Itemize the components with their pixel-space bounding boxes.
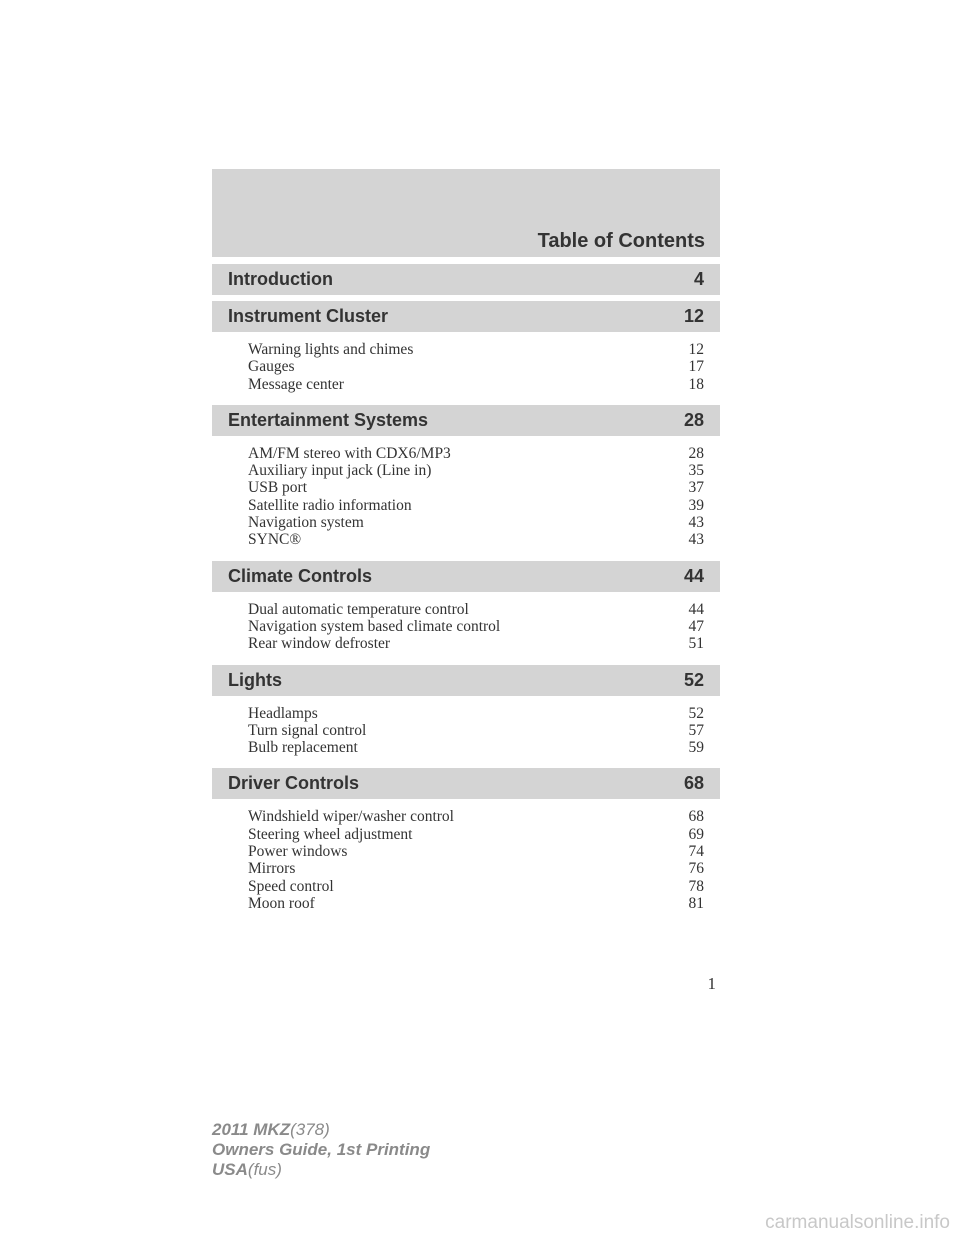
entry-label: Steering wheel adjustment bbox=[248, 825, 413, 843]
toc-entry[interactable] bbox=[248, 376, 704, 393]
entry-label: Moon roof bbox=[248, 894, 315, 912]
page-title: Table of Contents bbox=[537, 230, 705, 252]
entry-label: Rear window defroster bbox=[248, 635, 391, 653]
entry-page: 68 bbox=[688, 808, 704, 826]
entry-label: Dual automatic temperature control bbox=[248, 600, 469, 618]
section-page: 68 bbox=[683, 773, 704, 794]
entry-label: Turn signal control bbox=[248, 721, 367, 739]
entry-label: Message center bbox=[248, 375, 344, 393]
entry-page: 43 bbox=[688, 514, 704, 532]
toc-entry[interactable] bbox=[248, 843, 704, 860]
toc-entry[interactable] bbox=[248, 341, 704, 358]
section-page: 4 bbox=[693, 269, 704, 289]
entry-label: Satellite radio information bbox=[248, 496, 412, 514]
toc-section bbox=[212, 264, 720, 295]
footer-region: USA bbox=[212, 1160, 248, 1179]
footer-model-code: (378) bbox=[290, 1120, 330, 1139]
toc-entry[interactable] bbox=[248, 601, 704, 618]
print-footer bbox=[212, 1120, 430, 1180]
toc-entry[interactable] bbox=[248, 479, 704, 496]
table-of-contents bbox=[212, 264, 720, 924]
entry-page: 35 bbox=[688, 462, 704, 480]
entry-page: 28 bbox=[688, 444, 704, 462]
section-page: 44 bbox=[683, 565, 704, 586]
entry-page: 37 bbox=[688, 479, 704, 497]
toc-section bbox=[212, 561, 720, 659]
entry-page: 59 bbox=[688, 739, 704, 757]
entry-list bbox=[212, 592, 720, 659]
entry-page: 18 bbox=[688, 375, 704, 393]
toc-entry[interactable] bbox=[248, 358, 704, 375]
entry-list bbox=[212, 696, 720, 763]
toc-entry[interactable] bbox=[248, 895, 704, 912]
section-header[interactable] bbox=[212, 405, 720, 436]
toc-entry[interactable] bbox=[248, 826, 704, 843]
section-page: 52 bbox=[683, 669, 704, 690]
entry-list bbox=[212, 332, 720, 399]
toc-section bbox=[212, 665, 720, 763]
header-banner bbox=[212, 169, 720, 257]
entry-page: 69 bbox=[688, 825, 704, 843]
entry-page: 76 bbox=[688, 860, 704, 878]
section-page: 28 bbox=[683, 409, 704, 430]
entry-page: 81 bbox=[688, 894, 704, 912]
entry-page: 51 bbox=[688, 635, 704, 653]
entry-label: Speed control bbox=[248, 877, 334, 895]
toc-entry[interactable] bbox=[248, 514, 704, 531]
entry-page: 78 bbox=[688, 877, 704, 895]
footer-region-code: (fus) bbox=[247, 1160, 282, 1179]
page-number: 1 bbox=[707, 974, 716, 993]
section-page: 12 bbox=[683, 306, 704, 326]
toc-entry[interactable] bbox=[248, 462, 704, 479]
section-header[interactable] bbox=[212, 665, 720, 696]
section-title: Entertainment Systems bbox=[228, 409, 429, 430]
toc-entry[interactable] bbox=[248, 445, 704, 462]
toc-entry[interactable] bbox=[248, 808, 704, 825]
entry-page: 52 bbox=[688, 704, 704, 722]
footer-guide: Owners Guide, 1st Printing bbox=[212, 1140, 431, 1159]
entry-label: AM/FM stereo with CDX6/MP3 bbox=[248, 444, 451, 462]
entry-page: 39 bbox=[688, 496, 704, 514]
section-title: Lights bbox=[228, 669, 282, 690]
entry-page: 74 bbox=[688, 843, 704, 861]
toc-entry[interactable] bbox=[248, 497, 704, 514]
section-header[interactable] bbox=[212, 561, 720, 592]
watermark: carmanualsonline.info bbox=[765, 1212, 950, 1233]
entry-label: Power windows bbox=[248, 843, 348, 861]
entry-label: Gauges bbox=[248, 358, 295, 376]
entry-label: Bulb replacement bbox=[248, 739, 358, 757]
toc-section bbox=[212, 301, 720, 399]
entry-label: Headlamps bbox=[248, 704, 318, 722]
toc-entry[interactable] bbox=[248, 722, 704, 739]
footer-model: 2011 MKZ bbox=[212, 1120, 291, 1139]
entry-label: Auxiliary input jack (Line in) bbox=[248, 462, 432, 480]
toc-entry[interactable] bbox=[248, 618, 704, 635]
section-header[interactable] bbox=[212, 264, 720, 295]
section-header[interactable] bbox=[212, 301, 720, 332]
entry-label: Navigation system bbox=[248, 514, 364, 532]
entry-label: USB port bbox=[248, 479, 307, 497]
entry-label: Mirrors bbox=[248, 860, 296, 878]
toc-entry[interactable] bbox=[248, 705, 704, 722]
toc-section bbox=[212, 405, 720, 555]
entry-label: SYNC® bbox=[248, 531, 302, 549]
toc-entry[interactable] bbox=[248, 739, 704, 756]
section-title: Driver Controls bbox=[228, 773, 360, 794]
entry-page: 43 bbox=[688, 531, 704, 549]
entry-label: Navigation system based climate control bbox=[248, 617, 501, 635]
entry-page: 12 bbox=[688, 341, 704, 358]
entry-page: 47 bbox=[688, 617, 704, 635]
toc-entry[interactable] bbox=[248, 878, 704, 895]
entry-label: Windshield wiper/washer control bbox=[248, 808, 454, 826]
entry-page: 57 bbox=[688, 721, 704, 739]
toc-entry[interactable] bbox=[248, 860, 704, 877]
entry-page: 44 bbox=[688, 600, 704, 618]
entry-list bbox=[212, 436, 720, 555]
toc-entry[interactable] bbox=[248, 635, 704, 652]
entry-label: Warning lights and chimes bbox=[248, 341, 414, 358]
section-title: Introduction bbox=[228, 269, 333, 289]
section-title: Instrument Cluster bbox=[228, 306, 389, 326]
section-header[interactable] bbox=[212, 768, 720, 799]
toc-section bbox=[212, 768, 720, 918]
section-title: Climate Controls bbox=[228, 565, 373, 586]
entry-page: 17 bbox=[688, 358, 704, 376]
toc-entry[interactable] bbox=[248, 531, 704, 548]
entry-list bbox=[212, 799, 720, 918]
